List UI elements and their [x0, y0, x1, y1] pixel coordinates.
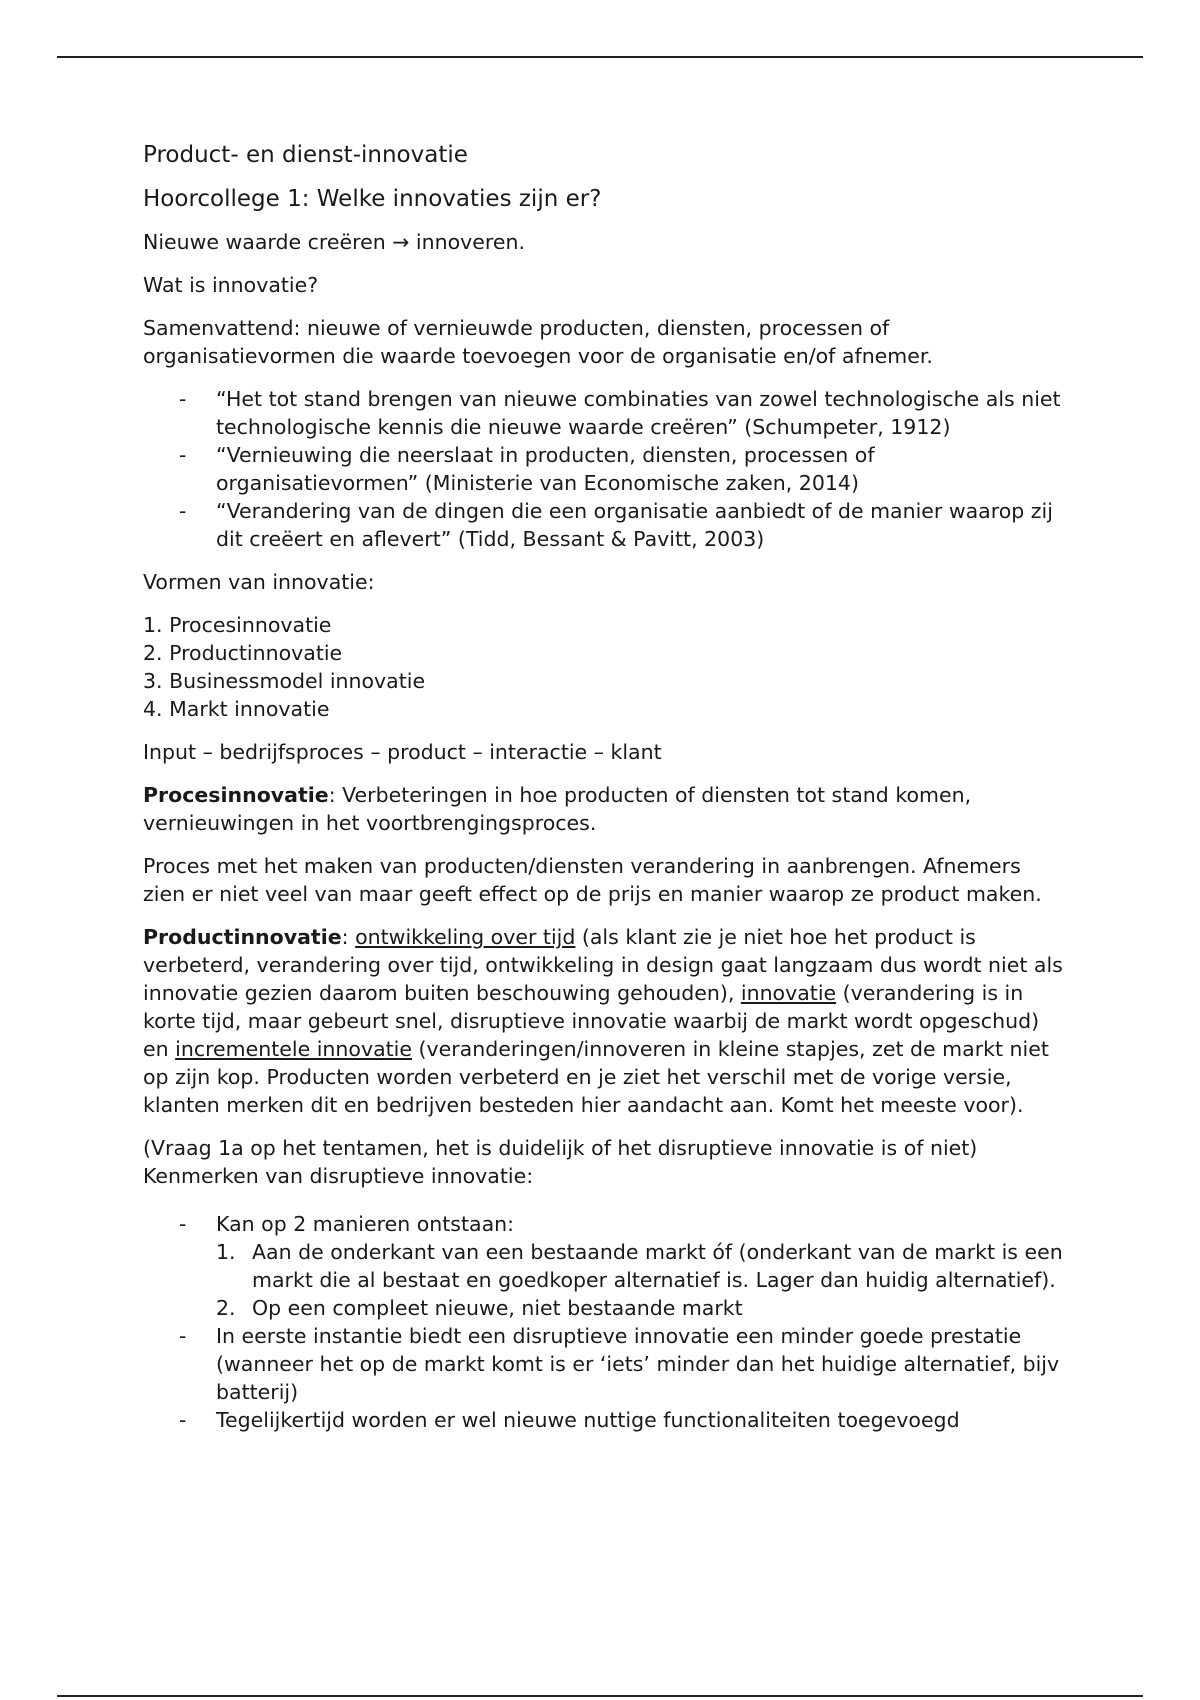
number-marker: 1. [216, 1240, 236, 1264]
list-item: 3. Businessmodel innovatie [143, 669, 426, 693]
list-item [143, 1322, 1063, 1406]
process-innovation-text: : Verbeteringen in hoe producten of diensten tot stand komen, vernieuwingen in het voortbrengingsproces. [143, 783, 972, 835]
definitions-list [143, 385, 1063, 553]
intro-line: Nieuwe waarde creëren → innoveren. [143, 230, 525, 254]
explanation-text: (verandering is in korte tijd, maar gebeurt snel, disruptieve innovatie waarbij de markt wordt opgeschud) en [143, 981, 1040, 1061]
list-item [143, 441, 1063, 497]
definition-text: “Vernieuwing die neerslaat in producten, diensten, processen of organisatievormen” (Ministerie van Economische zaken, 2014) [216, 443, 875, 495]
explanation-text: (als klant zie je niet hoe het product is verbeterd, verandering over tijd, ontwikkeling in design gaat langzaam dus wordt niet als innovatie gezien daarom buiten beschouwing gehouden), [143, 925, 1063, 1005]
value-chain: Input – bedrijfsproces – product – interactie – klant [143, 740, 662, 764]
process-explanation: Proces met het maken van producten/diensten verandering in aanbrengen. Afnemers zien er niet veel van maar geeft effect op de prijs en manier waarop ze product maken. [143, 854, 1042, 906]
sub-list [216, 1238, 1063, 1322]
colon: : [341, 925, 356, 949]
dash-bullet: - [179, 499, 187, 523]
process-innovation-paragraph [143, 781, 1063, 837]
document-body [143, 140, 1063, 1449]
item-text: In eerste instantie biedt een disruptieve innovatie een minder goede prestatie (wanneer het op de markt komt is er ‘iets’ minder dan het huidige alternatief, bijv batterij) [216, 1324, 1060, 1404]
sub-list-item [216, 1238, 1063, 1294]
exam-note: (Vraag 1a op het tentamen, het is duidelijk of het disruptieve innovatie is of niet) [143, 1136, 978, 1160]
underlined-term: ontwikkeling over tijd [355, 925, 576, 949]
definition-text: “Verandering van de dingen die een organisatie aanbiedt of de manier waarop zij dit creëert en aflevert” (Tidd, Bessant & Pavitt, 2003) [216, 499, 1053, 551]
product-innovation-paragraph [143, 923, 1063, 1119]
list-item [143, 1210, 1063, 1322]
list-item [143, 1406, 1063, 1434]
question-line: Wat is innovatie? [143, 273, 319, 297]
number-marker: 2. [216, 1296, 236, 1320]
dash-bullet: - [179, 1212, 187, 1236]
list-item: 4. Markt innovatie [143, 697, 330, 721]
dash-bullet: - [179, 387, 187, 411]
product-innovation-term: Productinnovatie [143, 925, 342, 949]
list-item: 2. Productinnovatie [143, 641, 343, 665]
forms-list [143, 611, 1063, 723]
list-item: 1. Procesinnovatie [143, 613, 332, 637]
disruptive-intro [143, 1134, 1063, 1190]
summary-paragraph: Samenvattend: nieuwe of vernieuwde producten, diensten, processen of organisatievormen die waarde toevoegen voor de organisatie en/of afnemer. [143, 316, 933, 368]
sub-list-item [216, 1294, 1063, 1322]
header-rule [57, 56, 1143, 58]
sub-item-text: Op een compleet nieuwe, niet bestaande markt [252, 1296, 743, 1320]
sub-item-text: Aan de onderkant van een bestaande markt óf (onderkant van de markt is een markt die al bestaat en goedkoper alternatief is. Lager dan huidig alternatief). [252, 1240, 1063, 1292]
underlined-term: innovatie [740, 981, 837, 1005]
footer-rule [57, 1695, 1143, 1697]
dash-bullet: - [179, 1324, 187, 1348]
process-innovation-term: Procesinnovatie [143, 783, 329, 807]
item-text: Tegelijkertijd worden er wel nieuwe nuttige functionaliteiten toegevoegd [216, 1408, 960, 1432]
underlined-term: incrementele innovatie [175, 1037, 412, 1061]
disruptive-heading: Kenmerken van disruptieve innovatie: [143, 1164, 534, 1188]
list-item [143, 497, 1063, 553]
dash-bullet: - [179, 443, 187, 467]
list-item [143, 385, 1063, 441]
disruptive-list [143, 1210, 1063, 1434]
definition-text: “Het tot stand brengen van nieuwe combinaties van zowel technologische als niet technologische kennis die nieuwe waarde creëren” (Schumpeter, 1912) [216, 387, 1061, 439]
document-title: Product- en dienst-innovatie [143, 142, 468, 168]
lecture-title: Hoorcollege 1: Welke innovaties zijn er? [143, 186, 602, 212]
item-text: Kan op 2 manieren ontstaan: [216, 1212, 515, 1236]
forms-heading: Vormen van innovatie: [143, 570, 375, 594]
explanation-text: (veranderingen/innoveren in kleine stapjes, zet de markt niet op zijn kop. Producten worden verbeterd en je ziet het verschil met de vorige versie, klanten merken dit en bedrijven besteden hier aandacht aan. Komt het meeste voor). [143, 1037, 1049, 1117]
dash-bullet: - [179, 1408, 187, 1432]
